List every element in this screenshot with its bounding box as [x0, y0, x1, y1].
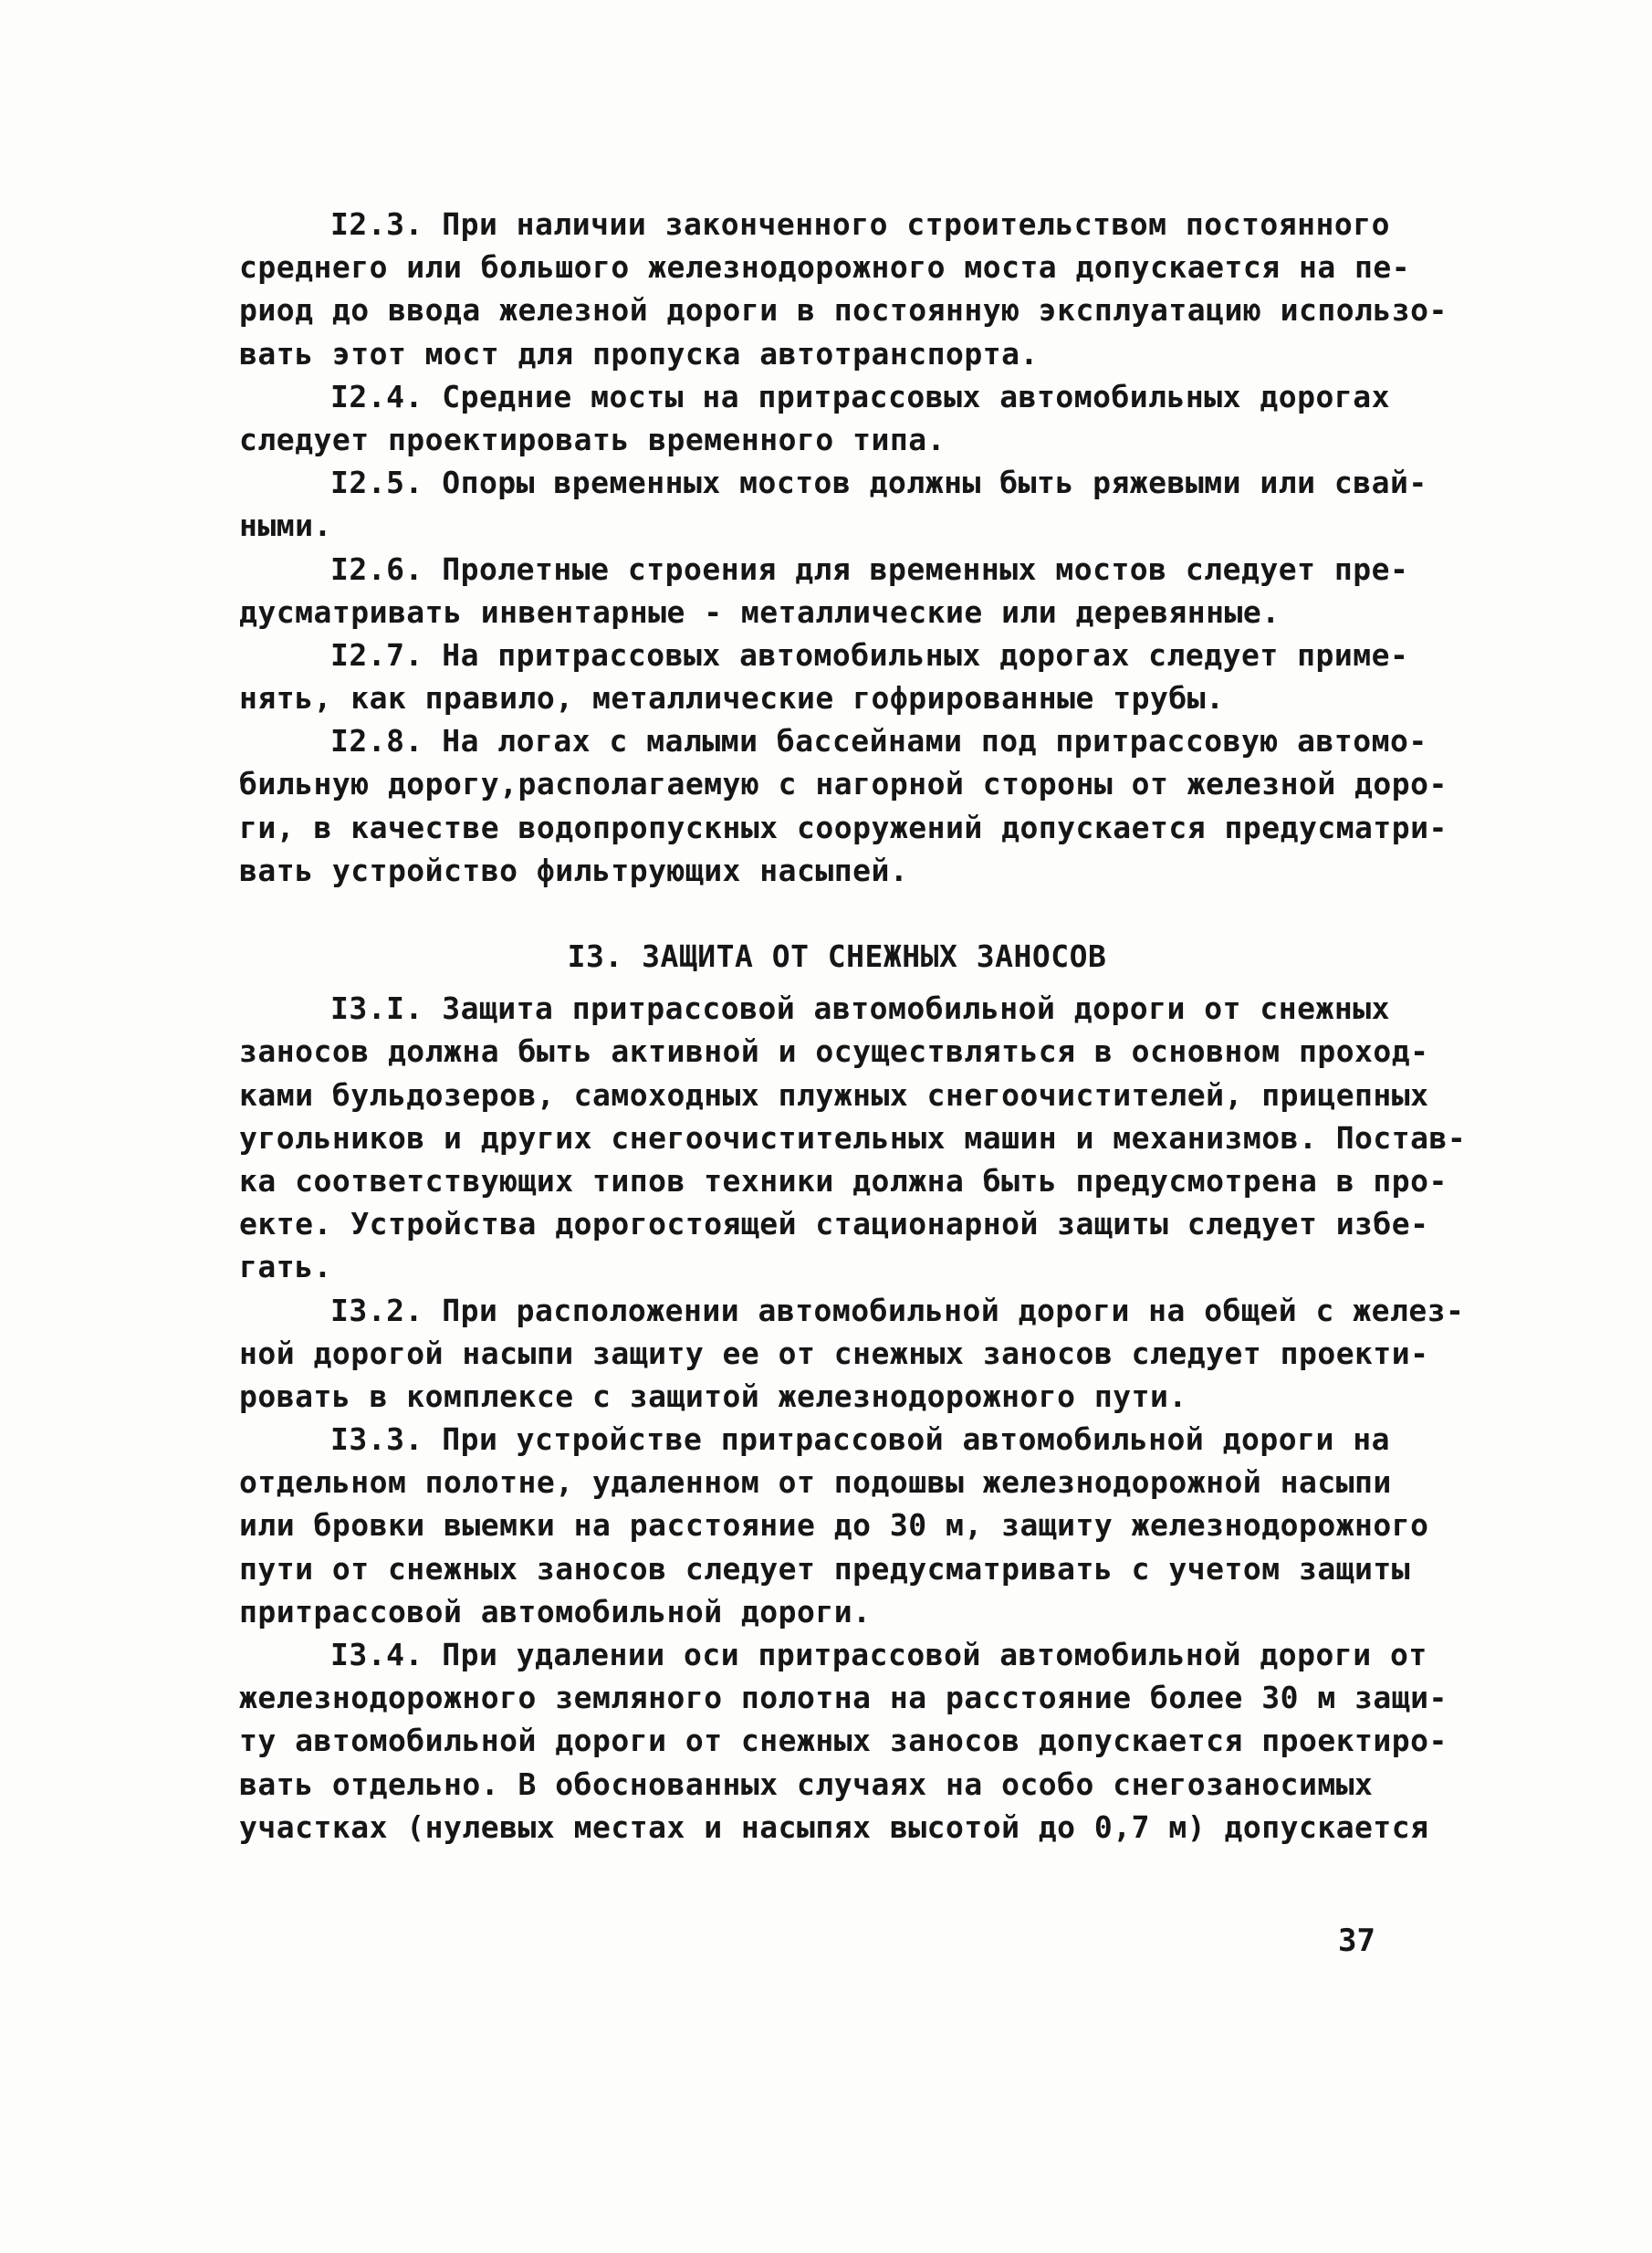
- paragraph: [239, 203, 1448, 375]
- text-line: I3.I. Защита притрассовой автомобильной дороги от снежных: [330, 990, 1390, 1027]
- paragraph: [239, 719, 1448, 892]
- text-line: отдельном полотне, удаленном от подошвы железнодорожной насыпи: [239, 1464, 1392, 1501]
- body-text: [239, 203, 1467, 1849]
- text-line: дусматривать инвентарные - металлические или деревянные.: [239, 593, 1281, 630]
- paragraph: [239, 1289, 1465, 1419]
- paragraph: [239, 1633, 1448, 1849]
- text-line: вать отдельно. В обоснованных случаях на особо снегозаносимых: [239, 1766, 1374, 1802]
- text-line: угольников и других снегоочистительных машин и механизмов. Постав-: [239, 1119, 1467, 1156]
- text-line: ровать в комплексе с защитой железнодорожного пути.: [239, 1378, 1187, 1414]
- text-line: ка соответствующих типов техники должна быть предусмотрена в про-: [239, 1162, 1448, 1199]
- paragraphs-section-12: [239, 203, 1448, 892]
- text-line: I2.5. Опоры временных мостов должны быть ряжевыми или свай-: [330, 465, 1427, 501]
- text-line: I2.4. Средние мосты на притрассовых автомобильных дорогах: [330, 378, 1390, 414]
- text-line: ной дорогой насыпи защиту ее от снежных заносов следует проекти-: [239, 1335, 1429, 1371]
- text-line: I2.8. На логах с малыми бассейнами под притрассовую автомо-: [330, 723, 1427, 760]
- text-line: ными.: [239, 508, 332, 544]
- text-line: нять, как правило, металлические гофрированные трубы.: [239, 680, 1225, 717]
- text-line: вать устройство фильтрующих насыпей.: [239, 852, 909, 888]
- text-line: вать этот мост для пропуска автотранспорта.: [239, 335, 1039, 372]
- section-heading: I3. ЗАЩИТА ОТ СНЕЖНЫХ ЗАНОСОВ: [567, 938, 1107, 974]
- text-line: пути от снежных заносов следует предусматривать с учетом защиты: [239, 1550, 1411, 1587]
- paragraph: [239, 375, 1417, 461]
- text-line: екте. Устройства дорогостоящей стационарной защиты следует избе-: [239, 1206, 1429, 1242]
- text-line: I3.3. При устройстве притрассовой автомобильной дороги на: [330, 1421, 1390, 1458]
- text-line: I3.2. При расположении автомобильной дороги на общей с желез-: [330, 1292, 1465, 1328]
- text-line: железнодорожного земляного полотна на расстояние более 30 м защи-: [239, 1680, 1448, 1716]
- text-line: бильную дорогу,располагаемую с нагорной стороны от железной доро-: [239, 766, 1448, 802]
- text-line: заносов должна быть активной и осуществляться в основном проход-: [239, 1033, 1429, 1070]
- paragraph: [239, 634, 1417, 719]
- paragraph: [239, 1418, 1429, 1633]
- paragraph: [239, 987, 1467, 1288]
- text-line: I2.3. При наличии законченного строительством постоянного: [330, 206, 1390, 242]
- text-line: I2.6. Пролетные строения для временных мостов следует пре-: [330, 550, 1409, 587]
- text-line: I3.4. При удалении оси притрассовой автомобильной дороги от: [330, 1637, 1427, 1672]
- text-line: риод до ввода железной дороги в постоянную эксплуатацию использо-: [239, 292, 1448, 329]
- text-line: I2.7. На притрассовых автомобильных дорогах следует приме-: [330, 636, 1409, 673]
- text-line: следует проектировать временного типа.: [239, 421, 946, 457]
- text-line: ту автомобильной дороги от снежных заносов допускается проектиро-: [239, 1723, 1448, 1759]
- text-line: гать.: [239, 1249, 332, 1285]
- page-number: 37: [1338, 1923, 1375, 1959]
- text-line: ками бульдозеров, самоходных плужных снегоочистителей, прицепных: [239, 1076, 1429, 1113]
- text-line: среднего или большого железнодорожного моста допускается на пе-: [239, 249, 1411, 286]
- paragraph: [239, 548, 1417, 634]
- paragraph: [239, 461, 1427, 547]
- text-line: или бровки выемки на расстояние до 30 м, защиту железнодорожного: [239, 1507, 1429, 1544]
- text-line: притрассовой автомобильной дороги.: [239, 1593, 872, 1629]
- text-line: участках (нулевых местах и насыпях высотой до 0,7 м) допускается: [239, 1808, 1429, 1845]
- text-line: ги, в качестве водопропускных сооружений допускается предусматри-: [239, 809, 1448, 845]
- paragraphs-section-13: [239, 987, 1467, 1849]
